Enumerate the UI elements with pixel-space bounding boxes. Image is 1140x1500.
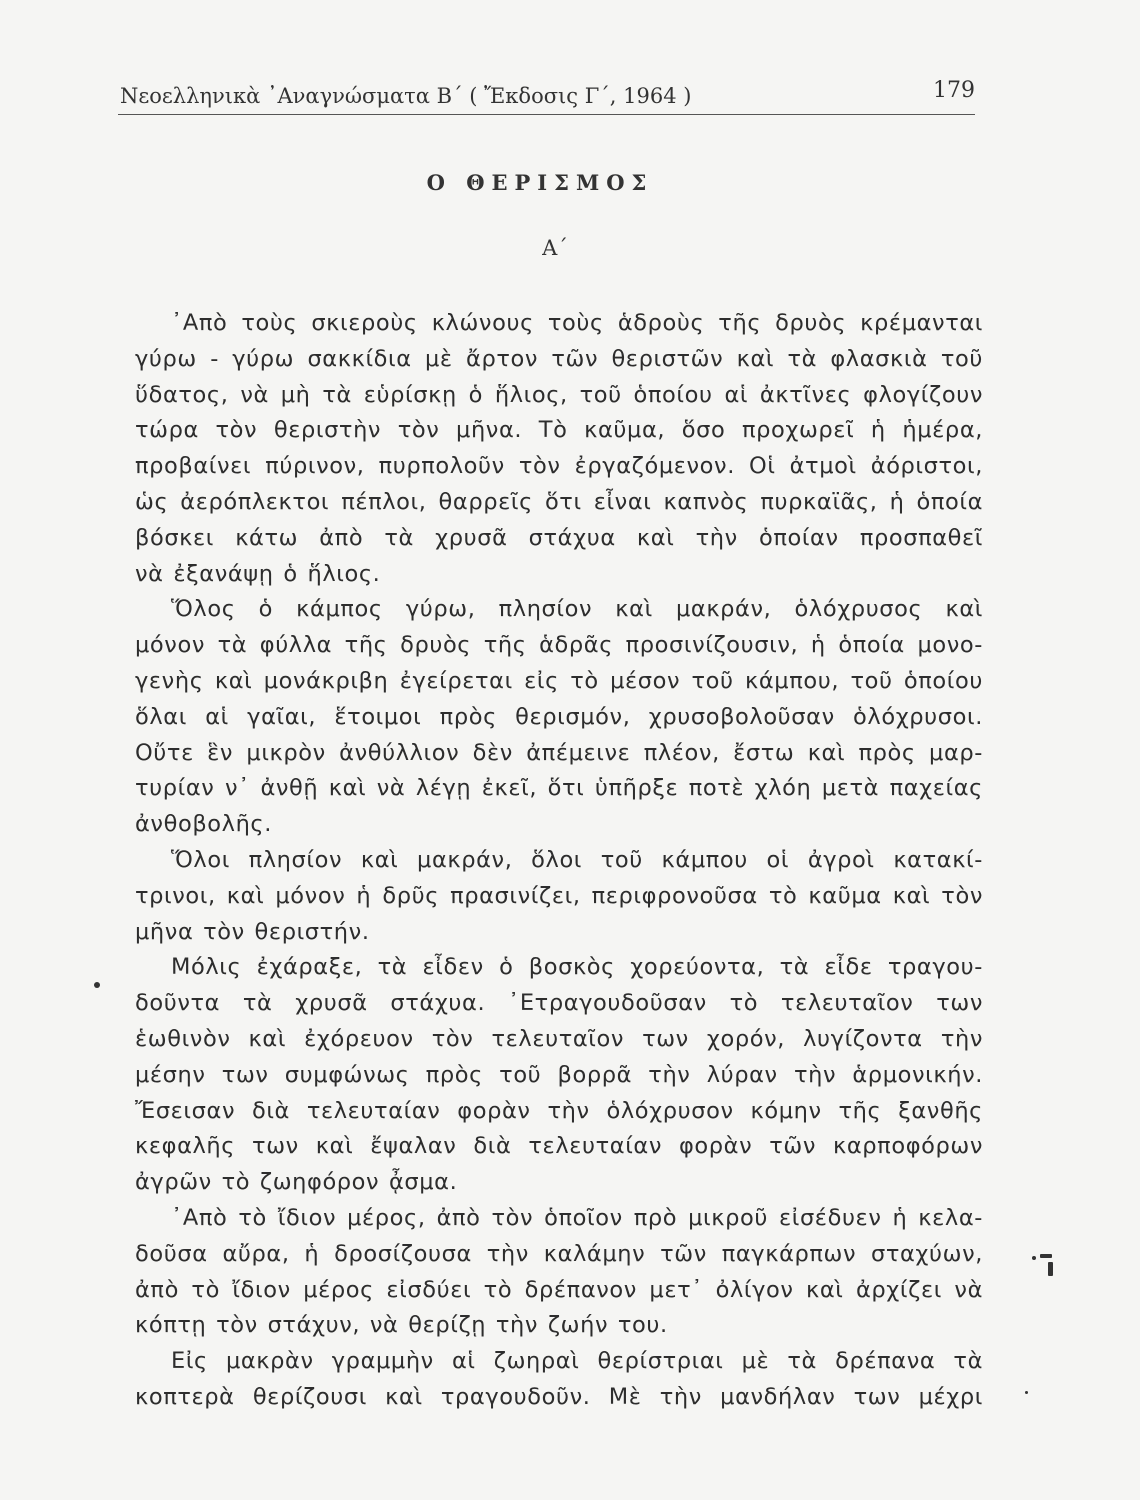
text-line: ὕδατος, νὰ μὴ τὰ εὑρίσκῃ ὁ ἥλιος, τοῦ ὁποίου αἱ ἀκτῖνες φλογίζουν: [135, 381, 983, 408]
text-line: τυρίαν ν᾽ ἀνθῇ καὶ νὰ λέγῃ ἐκεῖ, ὅτι ὑπῆρξε ποτὲ χλόη μετὰ παχείας: [135, 775, 983, 802]
text-line: κοπτερὰ θερίζουσι καὶ τραγουδοῦν. Μὲ τὴν μανδήλαν των μέχρι: [135, 1383, 983, 1410]
scan-speck: [1032, 1256, 1036, 1260]
text-line: ὡς ἀερόπλεκτοι πέπλοι, θαρρεῖς ὅτι εἶναι καπνὸς πυρκαϊᾶς, ἡ ὁποία: [135, 488, 983, 515]
text-line: μόνον τὰ φύλλα τῆς δρυὸς τῆς ἁδρᾶς προσινίζουσιν, ἡ ὁποία μονο-: [135, 632, 983, 659]
chapter-title: Ο ΘΕΡΙΣΜΟΣ: [426, 170, 654, 195]
text-line: Ὅλος ὁ κάμπος γύρω, πλησίον καὶ μακράν, ὁλόχρυσος καὶ: [171, 596, 983, 623]
running-header: [120, 78, 975, 112]
text-line: ἀπὸ τὸ ἴδιον μέρος εἰσδύει τὸ δρέπανον μετ᾽ ὀλίγον καὶ ἀρχίζει νὰ: [135, 1276, 983, 1303]
text-line: τώρα τὸν θεριστὴν τὸν μῆνα. Τὸ καῦμα, ὅσο προχωρεῖ ἡ ἡμέρα,: [135, 417, 983, 444]
header-rule: [118, 114, 975, 115]
text-line: Εἰς μακρὰν γραμμὴν αἱ ζωηραὶ θερίστριαι μὲ τὰ δρέπανα τὰ: [171, 1348, 983, 1375]
text-line: δοῦσα αὔρα, ἡ δροσίζουσα τὴν καλάμην τῶν παγκάρπων σταχύων,: [135, 1240, 983, 1267]
text-line: κεφαλῆς των καὶ ἔψαλαν διὰ τελευταίαν φορὰν τῶν καρποφόρων: [135, 1133, 983, 1160]
scan-speck: [1048, 1262, 1053, 1276]
text-line: γύρω - γύρω σακκίδια μὲ ἄρτον τῶν θεριστῶν καὶ τὰ φλασκιὰ τοῦ: [135, 345, 983, 372]
text-line: ἑωθινὸν καὶ ἐχόρευον τὸν τελευταῖον των χορόν, λυγίζοντα τὴν: [135, 1025, 983, 1052]
text-line: νὰ ἐξανάψῃ ὁ ἥλιος.: [135, 560, 381, 587]
text-line: Οὔτε ἓν μικρὸν ἀνθύλλιον δὲν ἀπέμεινε πλέον, ἔστω καὶ πρὸς μαρ-: [135, 739, 983, 766]
text-line: δοῦντα τὰ χρυσᾶ στάχυα. ᾽Ετραγουδοῦσαν τὸ τελευταῖον των: [135, 990, 983, 1017]
text-line: ἀγρῶν τὸ ζωηφόρον ᾆσμα.: [135, 1169, 458, 1196]
text-line: ὅλαι αἱ γαῖαι, ἕτοιμοι πρὸς θερισμόν, χρυσοβολοῦσαν ὁλόχρυσοι.: [135, 703, 983, 730]
text-line: ᾽Απὸ τοὺς σκιεροὺς κλώνους τοὺς ἁδροὺς τῆς δρυὸς κρέμανται: [171, 310, 983, 336]
text-line: κόπτῃ τὸν στάχυν, νὰ θερίζῃ τὴν ζωήν του.: [135, 1312, 668, 1339]
page-number: 179: [933, 78, 975, 103]
scan-speck: [94, 982, 100, 988]
text-line: Ὅλοι πλησίον καὶ μακράν, ὅλοι τοῦ κάμπου οἱ ἀγροὶ κατακί-: [171, 846, 983, 873]
text-line: τρινοι, καὶ μόνον ἡ δρῦς πρασινίζει, περιφρονοῦσα τὸ καῦμα καὶ τὸν: [135, 882, 983, 909]
text-line: προβαίνει πύρινον, πυρπολοῦν τὸν ἐργαζόμενον. Οἱ ἀτμοὶ ἀόριστοι,: [135, 453, 983, 480]
scan-speck: [1040, 1254, 1052, 1258]
section-numeral: Α΄: [542, 236, 568, 260]
text-line: γενὴς καὶ μονάκριβη ἐγείρεται εἰς τὸ μέσον τοῦ κάμπου, τοῦ ὁποίου: [135, 667, 983, 694]
text-line: μέσην των συμφώνως πρὸς τοῦ βορρᾶ τὴν λύραν τὴν ἁρμονικήν.: [135, 1061, 983, 1088]
text-line: μῆνα τὸν θεριστήν.: [135, 918, 370, 945]
body-text: [135, 306, 983, 1416]
text-line: Ἔσεισαν διὰ τελευταίαν φορὰν τὴν ὁλόχρυσον κόμην τῆς ξανθῆς: [135, 1097, 983, 1124]
scan-speck: [1025, 1391, 1028, 1394]
running-title: Νεοελληνικὰ ᾽Αναγνώσματα Β΄ ( Ἔκδοσις Γ΄, 1964 ): [120, 84, 692, 108]
text-line: ᾽Απὸ τὸ ἴδιον μέρος, ἀπὸ τὸν ὁποῖον πρὸ μικροῦ εἰσέδυεν ἡ κελα-: [171, 1204, 983, 1231]
text-line: ἀνθοβολῆς.: [135, 811, 272, 838]
text-line: βόσκει κάτω ἀπὸ τὰ χρυσᾶ στάχυα καὶ τὴν ὁποίαν προσπαθεῖ: [135, 524, 983, 551]
text-line: Μόλις ἐχάραξε, τὰ εἶδεν ὁ βοσκὸς χορεύοντα, τὰ εἶδε τραγου-: [171, 954, 983, 981]
